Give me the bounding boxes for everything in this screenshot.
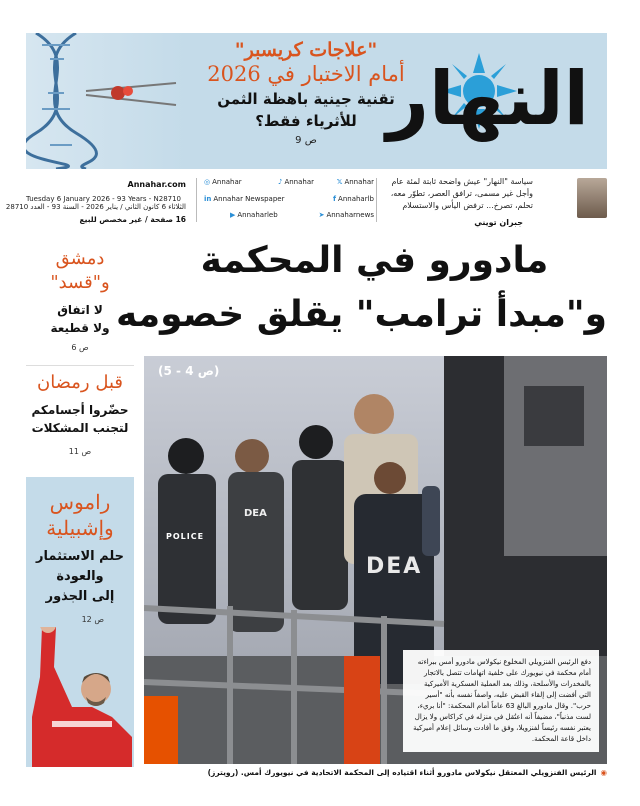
teaser-subtitle-1: تقنية جينية باهظة الثمن	[217, 90, 395, 108]
editorial-quote	[381, 176, 569, 227]
page-count: 16 صفحة / غير مخصص للبيع	[79, 215, 186, 224]
logo-text: النهار	[386, 56, 589, 142]
sidebar-title: حلم الاستثمار	[35, 549, 124, 564]
sidebar-kicker: دمشق	[55, 248, 105, 269]
sidebar-page: ص 12	[81, 615, 104, 624]
sidebar-story-ramadan[interactable]	[26, 371, 134, 456]
vest-dea-label: DEA	[244, 508, 267, 519]
headline-line-2: و"مبدأ ترامب" يقلق خصومه	[116, 294, 607, 335]
social-links	[204, 176, 374, 224]
sidebar-kicker: راموس	[49, 490, 111, 514]
instagram-icon: ◎	[204, 178, 211, 186]
teaser-kicker: "علاجات كريسبر"	[234, 39, 378, 61]
x-icon: 𝕏	[336, 178, 343, 186]
social-linkedin[interactable]: in Annahar Newspaper	[204, 195, 285, 203]
annahar-logo[interactable]	[384, 47, 589, 157]
sidebar-page: ص 6	[71, 343, 89, 352]
teaser-title: أمام الاختبار في 2026	[207, 62, 405, 86]
telegram-icon: ➤	[318, 211, 325, 219]
issue-info	[5, 176, 186, 224]
camera-icon: ◉	[600, 768, 607, 777]
linkedin-icon: in	[204, 195, 212, 203]
site-url[interactable]: Annahar.com	[127, 180, 186, 189]
sidebar-title: ولا قطيعة	[50, 321, 110, 335]
tiktok-icon: ♪	[277, 178, 283, 186]
sidebar-story-ramos[interactable]	[26, 489, 134, 624]
social-tiktok[interactable]: ♪ Annahar	[277, 178, 314, 186]
youtube-icon: ▶	[230, 211, 236, 219]
divider	[26, 365, 134, 366]
sidebar-kicker: وإشبيلية	[46, 516, 114, 540]
sidebar-title: لا اتفاق	[57, 303, 103, 317]
sidebar-title: لتجنب المشكلات	[31, 421, 129, 435]
headline-line-1: مادورو في المحكمة	[200, 240, 549, 281]
sidebar-title: إلى الجذور	[45, 589, 115, 604]
social-telegram[interactable]: ➤ Annaharnews	[318, 211, 374, 219]
main-photo[interactable]	[144, 356, 607, 764]
back-dea-label: DEA	[366, 554, 423, 579]
ramos-photo	[32, 627, 132, 767]
editorial-author: جبران تويني	[474, 218, 523, 227]
social-x[interactable]: 𝕏 Annahar	[336, 178, 374, 186]
sidebar-kicker: قبل رمضان	[36, 372, 124, 393]
sidebar-title: حضّروا أجسامكم	[31, 403, 129, 417]
sidebar-page: ص 11	[68, 447, 92, 456]
vest-police-label: POLICE	[166, 532, 205, 541]
main-headline[interactable]	[116, 234, 607, 342]
photo-credit: ◉الرئيس الفنزويلي المعتقل نيكولاس مادورو أثناء اقتياده إلى المحكمة الاتحادية في نيويورك أمس. (رويترز)	[207, 768, 607, 777]
date-english: Tuesday 6 January 2026 - 93 Years - N28710	[26, 195, 182, 203]
divider	[376, 178, 377, 222]
sidebar-kicker: و"قسد"	[50, 272, 110, 293]
sidebar-title: والعودة	[56, 569, 104, 584]
divider	[196, 178, 197, 222]
teaser-page: ص 9	[295, 135, 317, 146]
facebook-icon: f	[333, 195, 337, 203]
author-avatar	[577, 178, 607, 218]
info-row	[5, 176, 607, 227]
social-facebook[interactable]: f Annaharlb	[333, 195, 374, 203]
dna-illustration	[26, 33, 186, 169]
photo-caption: دفع الرئيس الفنزويلي المخلوع نيكولاس مادورو أمس ببراءته أمام محكمة في نيويورك على خلفية اتهامات تتصل بالاتجار بالمخدرات والأسلحة، وذلك بعد العملية العسكرية الأميركية التي أفضت إلى إلقاء القبض عليه، واصفاً نفسه بأنه "أسير حرب". وقال مادورو البالغ 63 عاماً أمام المحكمة: "أنا بريء، لست مذنباً"، مضيفاً أنه اعتُقل في منزله في كراكاس ولا يزال يعتبر نفسه رئيساً لفنزويلا، وفق ما أفادت وسائل إعلام أميركية داخل قاعة المحكمة.	[403, 650, 599, 752]
social-instagram[interactable]: ◎ Annahar	[204, 178, 242, 186]
date-arabic: الثلاثاء 6 كانون الثاني / يناير 2026 - السنة 93 - العدد 28710	[5, 203, 186, 211]
editorial-text: سياسة "النهار" عيش واضحة ثابتة لمئة عام وأجل غير مسمى، ترافق العصر، تطوّر معه، تحلم، تصرخ... ترفض اليأس والاستسلام	[390, 177, 533, 210]
photo-page-ref: (ص 4 - 5)	[158, 364, 220, 378]
teaser-subtitle-2: للأثرياء فقط؟	[255, 112, 357, 130]
masthead-banner	[26, 33, 607, 169]
social-youtube[interactable]: ▶ Annaharleb	[230, 211, 278, 219]
